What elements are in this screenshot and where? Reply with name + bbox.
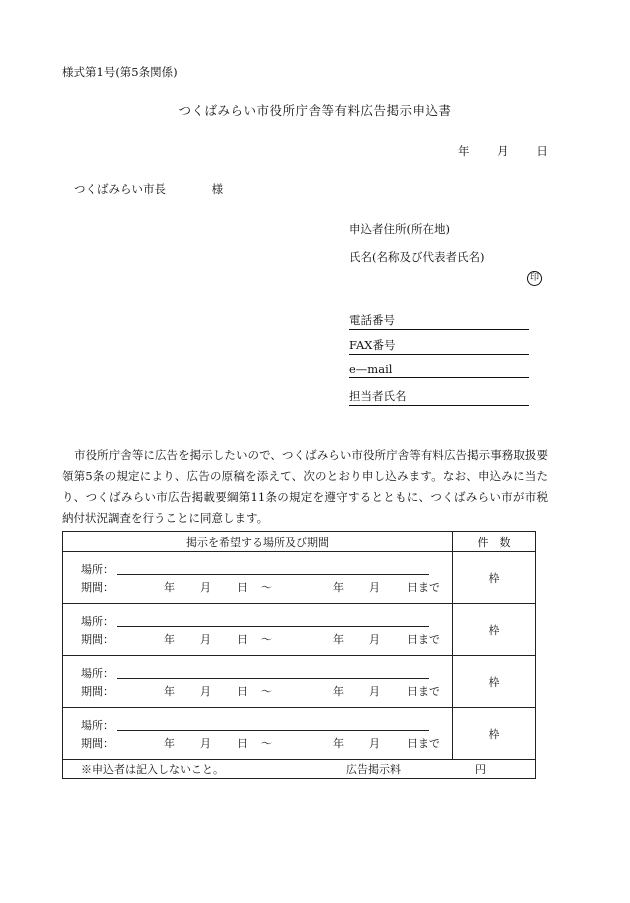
- range-tilde: ～: [261, 685, 272, 698]
- table-row: [63, 552, 536, 604]
- recipient-name: つくばみらい市長: [74, 182, 166, 196]
- place-period-cell[interactable]: [63, 708, 453, 760]
- place-period-cell[interactable]: [63, 552, 453, 604]
- period-label: 期間：: [81, 685, 114, 698]
- end-day-label: 日まで: [407, 685, 440, 698]
- date-year-label: 年: [458, 144, 470, 158]
- contact-person-field[interactable]: [349, 388, 529, 406]
- application-table: [62, 531, 536, 779]
- seal-mark: 印: [527, 271, 542, 286]
- range-tilde: ～: [261, 737, 272, 750]
- place-input-line[interactable]: [117, 574, 429, 575]
- range-tilde: ～: [261, 633, 272, 646]
- end-year-label: 年: [333, 685, 344, 698]
- place-label: 場所：: [81, 563, 114, 576]
- recipient: [74, 181, 223, 197]
- start-year-label: 年: [164, 633, 175, 646]
- fax-label: FAX番号: [349, 338, 396, 352]
- count-cell[interactable]: [453, 656, 536, 708]
- place-period-cell[interactable]: [63, 604, 453, 656]
- header-place-period: 掲示を希望する場所及び期間: [63, 532, 453, 552]
- document-title: つくばみらい市役所庁舎等有料広告掲示申込書: [178, 103, 452, 118]
- table-row: [63, 656, 536, 708]
- email-field[interactable]: [349, 362, 529, 378]
- form-reference: 様式第1号(第5条関係): [62, 65, 178, 79]
- end-day-label: 日まで: [407, 633, 440, 646]
- email-label: e—mail: [349, 362, 393, 376]
- application-statement: 市役所庁舎等に広告を掲示したいので、つくばみらい市役所庁舎等有料広告掲示事務取扱要領第5条の規定により、広告の原稿を添えて、次のとおり申し込みます。なお、申込みに当たり、つくばみらい市広告掲載要綱第11条の規定を遵守するとともに、つくばみらい市が市税納付状況調査を行うことに同意します。: [62, 448, 548, 525]
- start-month-label: 月: [200, 685, 211, 698]
- fax-field[interactable]: [349, 337, 529, 355]
- start-day-label: 日: [237, 581, 248, 594]
- place-period-cell[interactable]: [63, 656, 453, 708]
- end-year-label: 年: [333, 581, 344, 594]
- period-label: 期間：: [81, 737, 114, 750]
- office-use-note: ※申込者は記入しないこと。: [81, 763, 224, 776]
- start-month-label: 月: [200, 581, 211, 594]
- frame-unit-label: 枠: [488, 675, 500, 689]
- start-month-label: 月: [200, 737, 211, 750]
- start-year-label: 年: [164, 737, 175, 750]
- table-row: [63, 708, 536, 760]
- date-day-label: 日: [536, 144, 548, 158]
- end-month-label: 月: [369, 581, 380, 594]
- start-day-label: 日: [237, 685, 248, 698]
- office-use-row: [63, 760, 536, 779]
- place-label: 場所：: [81, 615, 114, 628]
- start-month-label: 月: [200, 633, 211, 646]
- range-tilde: ～: [261, 581, 272, 594]
- date-month-label: 月: [497, 144, 509, 158]
- end-day-label: 日まで: [407, 737, 440, 750]
- period-label: 期間：: [81, 633, 114, 646]
- frame-unit-label: 枠: [488, 571, 500, 585]
- start-year-label: 年: [164, 685, 175, 698]
- yen-label: 円: [475, 763, 486, 776]
- place-input-line[interactable]: [117, 678, 429, 679]
- end-month-label: 月: [369, 685, 380, 698]
- start-day-label: 日: [237, 633, 248, 646]
- count-cell[interactable]: [453, 708, 536, 760]
- frame-unit-label: 枠: [488, 727, 500, 741]
- table-row: [63, 604, 536, 656]
- period-label: 期間：: [81, 581, 114, 594]
- applicant-name-label: 氏名(名称及び代表者氏名): [349, 250, 485, 264]
- header-count: 件 数: [453, 532, 536, 552]
- start-day-label: 日: [237, 737, 248, 750]
- count-cell[interactable]: [453, 552, 536, 604]
- date-line: [458, 143, 548, 159]
- table-footer-row: [63, 760, 536, 779]
- place-label: 場所：: [81, 667, 114, 680]
- recipient-honorific: 様: [211, 182, 224, 196]
- end-month-label: 月: [369, 633, 380, 646]
- table-header-row: [63, 532, 536, 552]
- end-month-label: 月: [369, 737, 380, 750]
- count-cell[interactable]: [453, 604, 536, 656]
- ad-fee-label: 広告掲示料: [346, 763, 401, 776]
- phone-label: 電話番号: [349, 313, 395, 327]
- end-year-label: 年: [333, 633, 344, 646]
- frame-unit-label: 枠: [488, 623, 500, 637]
- end-year-label: 年: [333, 737, 344, 750]
- applicant-address-label: 申込者住所(所在地): [349, 222, 450, 236]
- place-input-line[interactable]: [117, 730, 429, 731]
- end-day-label: 日まで: [407, 581, 440, 594]
- contact-person-label: 担当者氏名: [349, 389, 407, 403]
- place-input-line[interactable]: [117, 626, 429, 627]
- phone-field[interactable]: [349, 312, 529, 330]
- start-year-label: 年: [164, 581, 175, 594]
- place-label: 場所：: [81, 719, 114, 732]
